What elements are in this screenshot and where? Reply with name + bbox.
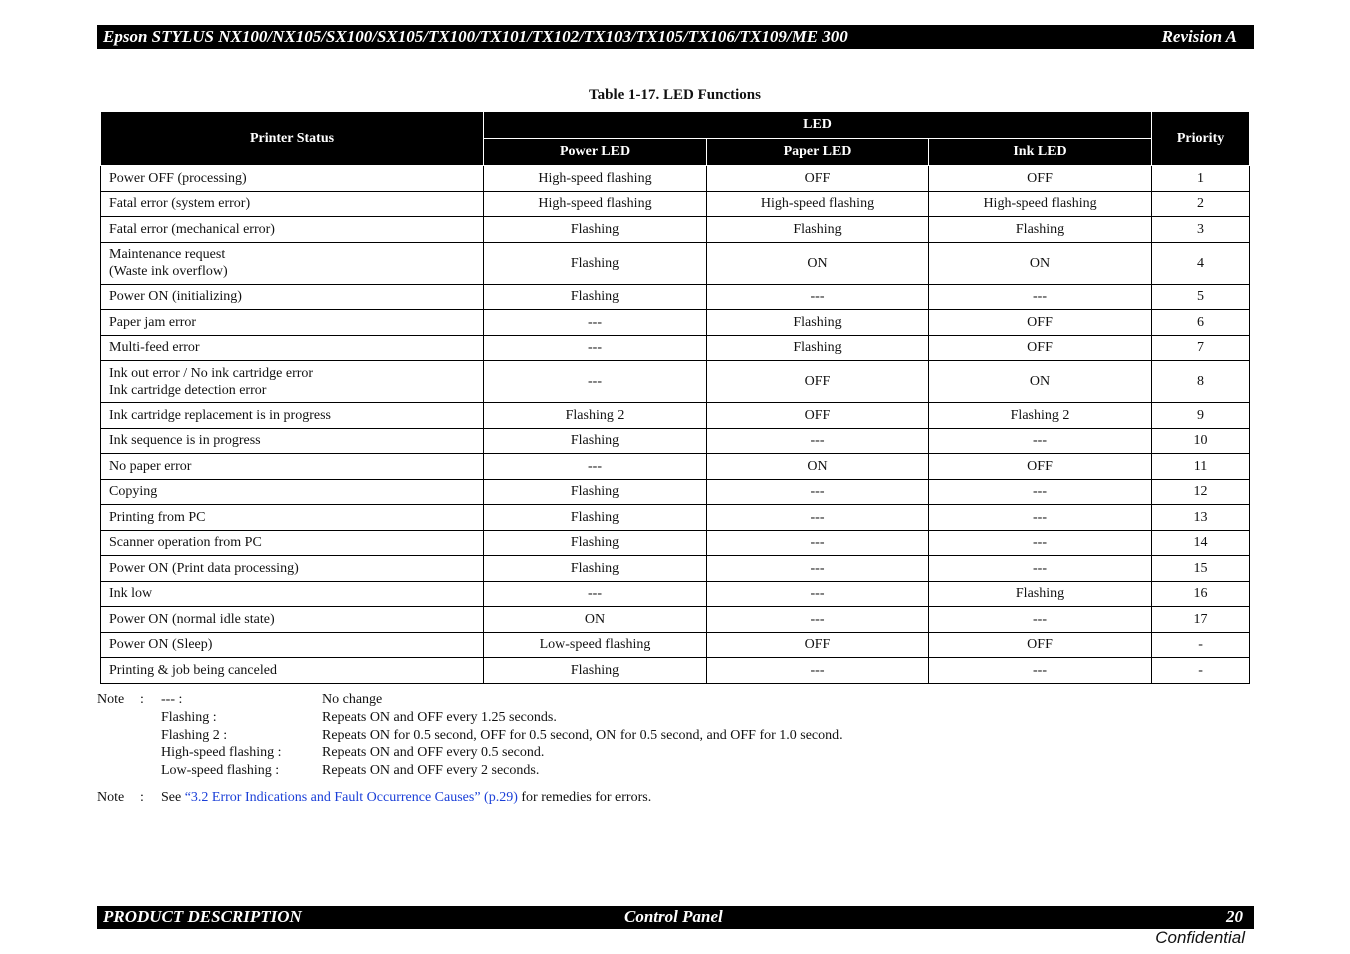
table-row [101, 191, 1250, 217]
priority-cell: 17 [1152, 607, 1250, 633]
legend-description: No change [322, 692, 383, 707]
priority-cell: 2 [1152, 191, 1250, 217]
status-line: (Waste ink overflow) [109, 264, 228, 279]
paper-led-cell: --- [707, 505, 929, 531]
paper-led-cell: --- [707, 607, 929, 633]
status-line: Ink cartridge detection error [109, 382, 267, 398]
ink-led-cell: OFF [929, 166, 1152, 192]
status-line: Ink cartridge replacement is in progress [109, 407, 331, 423]
status-line: Power ON (initializing) [109, 289, 242, 305]
status-line: Power ON (Sleep) [109, 637, 213, 653]
priority-cell: 14 [1152, 530, 1250, 556]
paper-led-cell: --- [707, 428, 929, 454]
priority-cell: 10 [1152, 428, 1250, 454]
reference-text [161, 789, 651, 807]
ink-led-cell: Flashing [929, 581, 1152, 607]
document-title: Epson STYLUS NX100/NX105/SX100/SX105/TX100/TX101/TX102/TX103/TX105/TX106/TX109/ME 300 [103, 27, 848, 46]
status-line: Ink sequence is in progress [109, 433, 261, 449]
legend-item [161, 744, 921, 762]
priority-cell: - [1152, 632, 1250, 658]
note-label: Note [97, 790, 125, 805]
priority-cell: 12 [1152, 479, 1250, 505]
status-cell [101, 658, 484, 684]
reference-suffix: for remedies for errors. [517, 790, 652, 805]
paper-led-cell: --- [707, 479, 929, 505]
error-indications-link[interactable]: “3.2 Error Indications and Fault Occurrence Causes” (p.29) [184, 790, 518, 805]
table-row [101, 217, 1250, 243]
status-line: Power ON (Print data processing) [109, 560, 299, 576]
legend-term: Low-speed flashing : [161, 763, 280, 779]
priority-cell: 13 [1152, 505, 1250, 531]
power-led-cell: --- [484, 581, 707, 607]
table-body [101, 166, 1250, 684]
paper-led-cell: OFF [707, 361, 929, 403]
priority-cell: 4 [1152, 242, 1250, 284]
table-row [101, 242, 1250, 284]
paper-led-cell: High-speed flashing [707, 191, 929, 217]
ink-led-cell: OFF [929, 310, 1152, 336]
ink-led-cell: Flashing 2 [929, 403, 1152, 429]
table-row [101, 505, 1250, 531]
paper-led-cell: --- [707, 284, 929, 310]
ink-led-cell: OFF [929, 632, 1152, 658]
legend-description: Repeats ON and OFF every 0.5 second. [322, 745, 545, 761]
power-led-cell: Flashing [484, 242, 707, 284]
priority-cell: 15 [1152, 556, 1250, 582]
ink-led-cell: --- [929, 479, 1152, 505]
table-row [101, 607, 1250, 633]
status-cell [101, 310, 484, 336]
ink-led-cell: OFF [929, 335, 1152, 361]
table-row [101, 403, 1250, 429]
reference-prefix: See [161, 790, 185, 805]
status-line: Printing from PC [109, 509, 206, 525]
paper-led-cell: ON [707, 242, 929, 284]
legend-term: Flashing : [161, 709, 217, 725]
legend-item [161, 762, 921, 780]
header-ink-led: Ink LED [929, 139, 1152, 166]
power-led-cell: --- [484, 454, 707, 480]
status-cell [101, 581, 484, 607]
status-cell [101, 556, 484, 582]
ink-led-cell: --- [929, 607, 1152, 633]
power-led-cell: ON [484, 607, 707, 633]
power-led-cell: --- [484, 335, 707, 361]
priority-cell: 9 [1152, 403, 1250, 429]
legend-term: Flashing 2 : [161, 727, 228, 743]
paper-led-cell: --- [707, 581, 929, 607]
ink-led-cell: --- [929, 658, 1152, 684]
ink-led-cell: Flashing [929, 217, 1152, 243]
priority-cell: 7 [1152, 335, 1250, 361]
priority-cell: 5 [1152, 284, 1250, 310]
priority-cell: 3 [1152, 217, 1250, 243]
paper-led-cell: Flashing [707, 310, 929, 336]
status-line: Scanner operation from PC [109, 535, 262, 551]
power-led-cell: Flashing 2 [484, 403, 707, 429]
status-line: Multi-feed error [109, 340, 200, 356]
legend-term: High-speed flashing : [161, 745, 282, 761]
paper-led-cell: OFF [707, 632, 929, 658]
paper-led-cell: OFF [707, 403, 929, 429]
status-cell [101, 607, 484, 633]
legend-item [161, 727, 921, 745]
status-line: Printing & job being canceled [109, 662, 277, 678]
status-line: Ink low [109, 586, 153, 602]
status-cell [101, 284, 484, 310]
table-row [101, 479, 1250, 505]
power-led-cell: Flashing [484, 556, 707, 582]
ink-led-cell: --- [929, 505, 1152, 531]
table-row [101, 530, 1250, 556]
status-line: Power OFF (processing) [109, 170, 247, 186]
header-paper-led: Paper LED [707, 139, 929, 166]
legend-item [161, 709, 921, 727]
ink-led-cell: --- [929, 530, 1152, 556]
power-led-cell: Flashing [484, 479, 707, 505]
header-printer-status: Printer Status [101, 112, 484, 166]
status-cell [101, 632, 484, 658]
note-label: Note [97, 692, 125, 707]
table-row [101, 581, 1250, 607]
priority-cell: - [1152, 658, 1250, 684]
status-line: Ink out error / No ink cartridge error [109, 365, 314, 381]
priority-cell: 11 [1152, 454, 1250, 480]
priority-cell: 1 [1152, 166, 1250, 192]
status-cell [101, 479, 484, 505]
led-functions-table [100, 111, 1250, 684]
table-row [101, 556, 1250, 582]
header-led: LED [484, 112, 1152, 139]
power-led-cell: Flashing [484, 658, 707, 684]
legend-list [161, 691, 921, 780]
legend-term: --- : [161, 692, 183, 707]
status-cell [101, 361, 484, 403]
legend-description: Repeats ON and OFF every 1.25 seconds. [322, 709, 557, 725]
priority-cell: 16 [1152, 581, 1250, 607]
table-row [101, 632, 1250, 658]
legend-description: Repeats ON and OFF every 2 seconds. [322, 763, 540, 779]
status-cell [101, 335, 484, 361]
paper-led-cell: Flashing [707, 335, 929, 361]
section-name: PRODUCT DESCRIPTION [103, 907, 302, 926]
header-priority: Priority [1152, 112, 1250, 166]
status-line: No paper error [109, 458, 192, 474]
ink-led-cell: ON [929, 361, 1152, 403]
ink-led-cell: --- [929, 556, 1152, 582]
power-led-cell: --- [484, 361, 707, 403]
subsection-name: Control Panel [624, 907, 723, 926]
paper-led-cell: --- [707, 658, 929, 684]
priority-cell: 8 [1152, 361, 1250, 403]
note-colon: : [140, 692, 144, 707]
status-cell [101, 242, 484, 284]
power-led-cell: Flashing [484, 428, 707, 454]
status-line: Fatal error (system error) [109, 196, 251, 212]
paper-led-cell: --- [707, 530, 929, 556]
status-cell [101, 530, 484, 556]
table-row [101, 428, 1250, 454]
status-line: Copying [109, 484, 158, 500]
table-row [101, 310, 1250, 336]
ink-led-cell: ON [929, 242, 1152, 284]
table-row [101, 284, 1250, 310]
power-led-cell: --- [484, 310, 707, 336]
power-led-cell: High-speed flashing [484, 166, 707, 192]
power-led-cell: Flashing [484, 217, 707, 243]
paper-led-cell: --- [707, 556, 929, 582]
status-cell [101, 217, 484, 243]
table-row [101, 166, 1250, 192]
table-caption: Table 1-17. LED Functions [589, 87, 761, 103]
ink-led-cell: OFF [929, 454, 1152, 480]
power-led-cell: Flashing [484, 505, 707, 531]
table-row [101, 361, 1250, 403]
ink-led-cell: High-speed flashing [929, 191, 1152, 217]
header-power-led: Power LED [484, 139, 707, 166]
status-line: Power ON (normal idle state) [109, 611, 275, 627]
ink-led-cell: --- [929, 428, 1152, 454]
priority-cell: 6 [1152, 310, 1250, 336]
power-led-cell: Low-speed flashing [484, 632, 707, 658]
page-header [97, 25, 1254, 49]
paper-led-cell: ON [707, 454, 929, 480]
status-cell [101, 191, 484, 217]
status-line: Paper jam error [109, 314, 197, 330]
table-row [101, 454, 1250, 480]
page-number: 20 [1226, 907, 1243, 926]
revision-label: Revision A [1161, 27, 1237, 46]
ink-led-cell: --- [929, 284, 1152, 310]
status-cell [101, 428, 484, 454]
status-cell [101, 454, 484, 480]
status-line: Fatal error (mechanical error) [109, 221, 275, 237]
status-cell [101, 403, 484, 429]
paper-led-cell: Flashing [707, 217, 929, 243]
paper-led-cell: OFF [707, 166, 929, 192]
status-cell [101, 166, 484, 192]
status-cell [101, 505, 484, 531]
confidential-label: Confidential [1155, 928, 1245, 947]
legend-item [161, 691, 921, 709]
note-colon: : [140, 790, 144, 805]
power-led-cell: Flashing [484, 530, 707, 556]
power-led-cell: High-speed flashing [484, 191, 707, 217]
legend-description: Repeats ON for 0.5 second, OFF for 0.5 second, ON for 0.5 second, and OFF for 1.0 second. [322, 727, 843, 743]
table-row [101, 658, 1250, 684]
page-footer [97, 906, 1254, 929]
power-led-cell: Flashing [484, 284, 707, 310]
table-row [101, 335, 1250, 361]
status-line: Maintenance request [109, 247, 226, 262]
